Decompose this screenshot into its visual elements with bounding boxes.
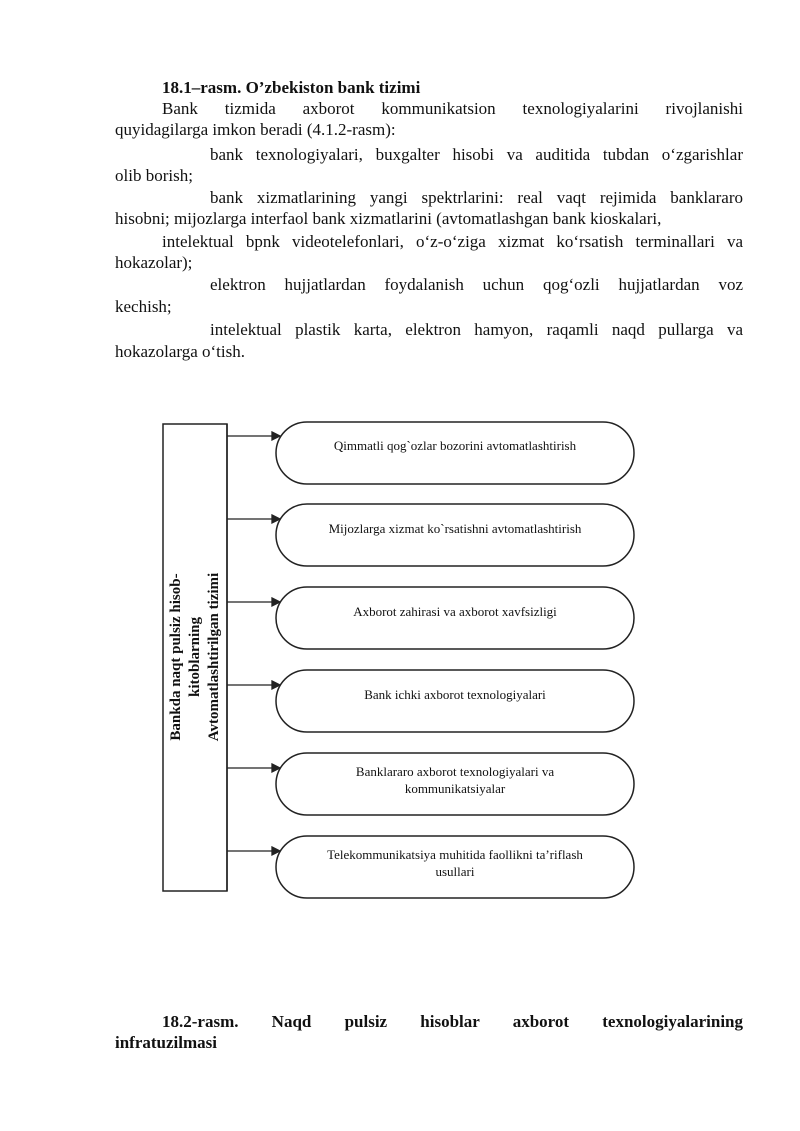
list-item-line: bank xizmatlarining yangi spektrlarini: real vaqt rejimida banklararo [210, 188, 743, 207]
node-label-line: Telekommunikatsiya muhitida faollikni ta’riflash [327, 847, 583, 862]
nodes [276, 422, 634, 898]
node-label-line: Bank ichki axborot texnologiyalari [364, 686, 546, 702]
paragraph-line: Bank tizmida axborot kommunikatsion texnologiyalarini rivojlanishi [162, 99, 743, 118]
list-item-line: bank texnologiyalari, buxgalter hisobi va auditida tubdan o‘zgarishlar [210, 145, 743, 164]
node-label-line: Qimmatli qog`ozlar bozorini avtomatlashtirish [333, 437, 577, 453]
node-label [280, 677, 630, 711]
figure-caption-bottom-line2: infratuzilmasi [115, 1033, 217, 1052]
node-label [280, 511, 630, 545]
side-box-label-line: Bankda naqt pulsiz hisob-kitoblarning [167, 573, 203, 741]
list-item-line: hisobni; mijozlarga interfaol bank xizmatlarini (avtomatlashgan bank kioskalari, [115, 209, 662, 228]
list-item-line: intelektual plastik karta, elektron hamyon, raqamli naqd pullarga va [210, 320, 743, 339]
list-item-line: olib borish; [115, 166, 193, 185]
node-label [280, 846, 630, 880]
node-label-line: Axborot zahirasi va axborot xavfsizligi [353, 603, 557, 619]
list-item-line: elektron hujjatlardan foydalanish uchun qog‘ozli hujjatlardan voz [210, 275, 743, 294]
node-label-line: usullari [435, 864, 475, 879]
node-label [280, 428, 630, 462]
side-box-label-line: Avtomatlashtirilgan tizimi [205, 572, 222, 742]
list-item-line: intelektual bpnk videotelefonlari, o‘z-o‘ziga xizmat ko‘rsatish terminallari va [162, 232, 743, 251]
connectors [227, 432, 280, 855]
list-item-line: hokazolar); [115, 253, 193, 272]
node-label-line: Banklararo axborot texnologiyalari va [355, 764, 555, 779]
side-box-label [160, 537, 230, 777]
node-label [280, 763, 630, 797]
paragraph-line: quyidagilarga imkon beradi (4.1.2-rasm): [115, 120, 396, 139]
node-label-line: Mijozlarga xizmat ko`rsatishni avtomatlashtirish [328, 520, 582, 536]
node-label-line: kommunikatsiyalar [404, 781, 506, 796]
list-item-line: hokazolarga o‘tish. [115, 342, 245, 361]
figure-caption-bottom: 18.2-rasm. Naqd pulsiz hisoblar axborot texnologiyalarining [162, 1012, 743, 1031]
list-item-line: kechish; [115, 297, 172, 316]
figure-caption-top: 18.1–rasm. O’zbekiston bank tizimi [162, 78, 421, 97]
node-label [280, 594, 630, 628]
